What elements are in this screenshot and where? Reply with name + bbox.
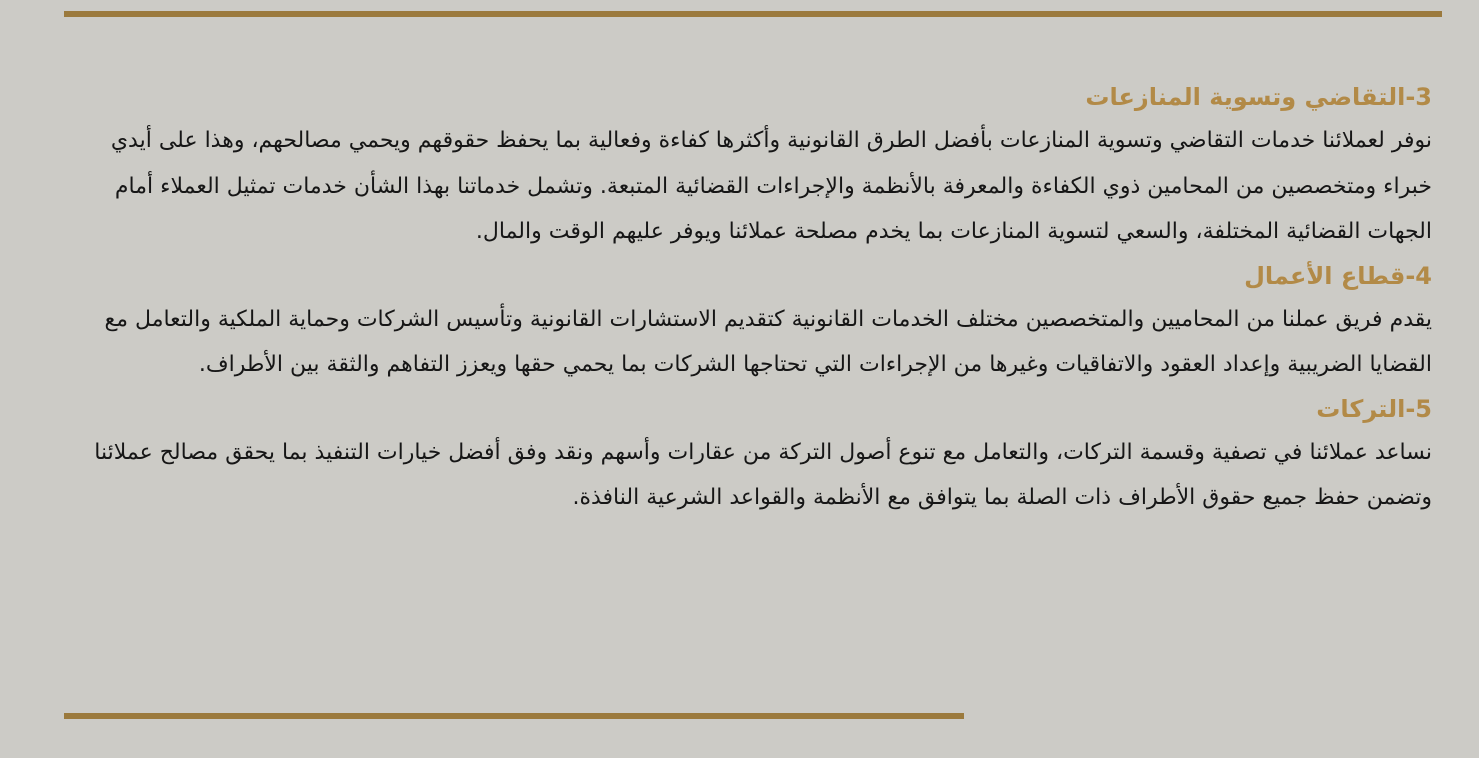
services-content <box>80 76 1432 521</box>
section-body-litigation: نوفر لعملائنا خدمات التقاضي وتسوية المنازعات بأفضل الطرق القانونية وأكثرها كفاءة وفعالية بما يحفظ حقوقهم ويحمي مصالحهم، وهذا على أيدي خبراء ومتخصصين من المحامين ذوي الكفاءة والمعرفة بالأنظمة والإجراءات القضائية المتبعة. وتشمل خدماتنا بهذا الشأن خدمات تمثيل العملاء أمام الجهات القضائية المختلفة، والسعي لتسوية المنازعات بما يخدم مصلحة عملائنا ويوفر عليهم الوقت والمال. <box>110 128 1432 244</box>
section-heading-estates: 5-التركات <box>1316 394 1432 423</box>
section-business <box>80 255 1432 388</box>
section-heading-business: 4-قطاع الأعمال <box>1244 261 1432 290</box>
section-heading-litigation: 3-التقاضي وتسوية المنازعات <box>1085 83 1432 111</box>
section-body-estates: نساعد عملائنا في تصفية وقسمة التركات، والتعامل مع تنوع أصول التركة من عقارات وأسهم ونقد وفق أفضل خيارات التنفيذ بما يحقق مصالح عملائنا وتضمن حفظ جميع حقوق الأطراف ذات الصلة بما يتوافق مع الأنظمة والقواعد الشرعية النافذة. <box>94 439 1432 510</box>
top-divider <box>64 11 1442 17</box>
section-estates <box>80 388 1432 521</box>
bottom-divider <box>64 713 964 719</box>
section-litigation <box>80 76 1432 255</box>
section-body-business: يقدم فريق عملنا من المحاميين والمتخصصين مختلف الخدمات القانونية كتقديم الاستشارات القانونية وتأسيس الشركات وحماية الملكية والتعامل مع القضايا الضريبية وإعداد العقود والاتفاقيات وغيرها من الإجراءات التي تحتاجها الشركات بما يحمي حقها ويعزز التفاهم والثقة بين الأطراف. <box>104 306 1432 377</box>
